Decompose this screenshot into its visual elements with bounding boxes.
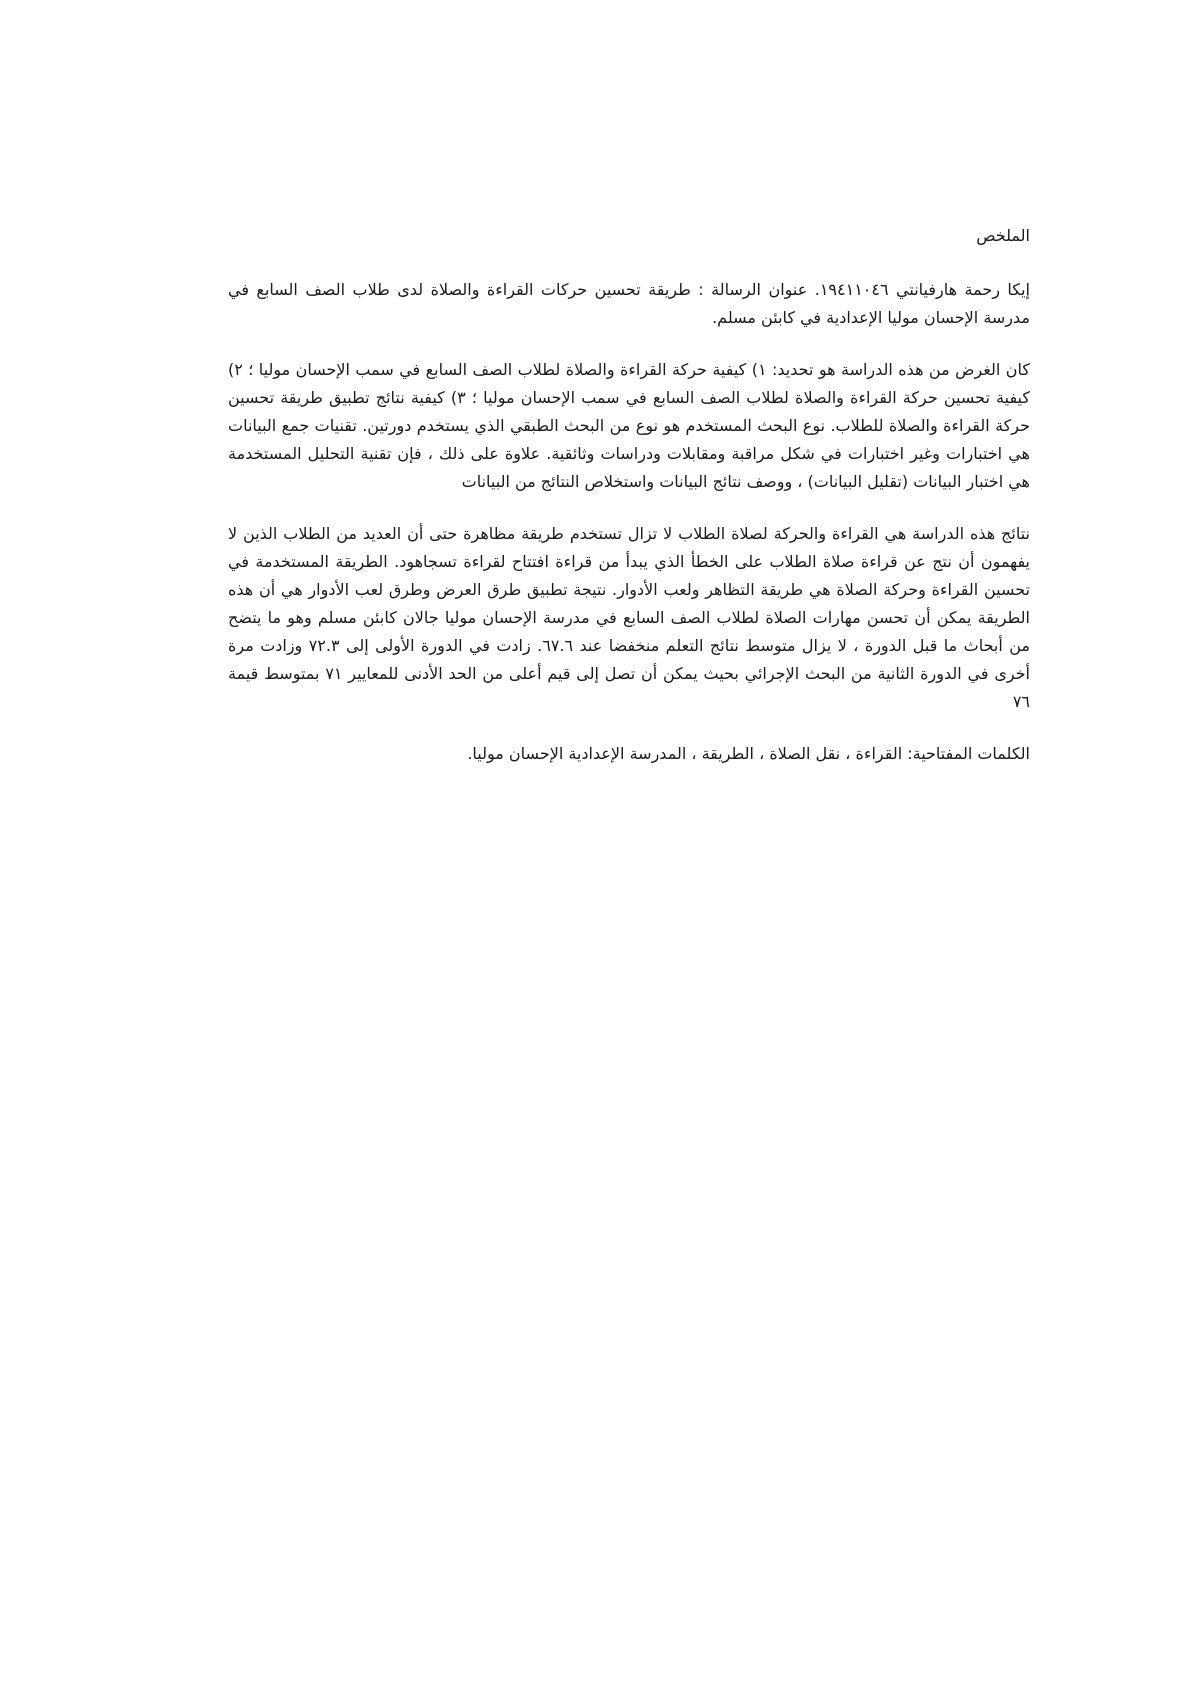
abstract-paragraph-results: نتائج هذه الدراسة هي القراءة والحركة لصلاة الطلاب لا تزال تستخدم طريقة مظاهرة حتى أن العديد من الطلاب الذين لا يفهمون أن نتج عن قراءة صلاة الطلاب على الخطأ الذي يبدأ من قراءة افتتاح لقراءة تسجاهود. الطريقة المستخدمة في تحسين القراءة وحركة الصلاة هي طريقة التظاهر ولعب الأدوار. نتيجة تطبيق طرق العرض وطرق لعب الأدوار هي أن هذه الطريقة يمكن أن تحسن مهارات الصلاة لطلاب الصف السابع في مدرسة الإحسان موليا جالان كابئن مسلم وهو ما يتضح من أبحاث ما قبل الدورة ، لا يزال متوسط نتائج التعلم منخفضا عند ٦٧.٦. زادت في الدورة الأولى إلى ٧٢.٣ وزادت مرة أخرى في الدورة الثانية من البحث الإجرائي بحيث يمكن أن تصل إلى قيم أعلى من الحد الأدنى للمعايير ٧١ بمتوسط قيمة ٧٦ [228,524,1031,711]
abstract-paragraph-purpose-method: كان الغرض من هذه الدراسة هو تحديد: ١) كيفية حركة القراءة والصلاة لطلاب الصف السابع في سمب الإحسان موليا ؛ ٢) كيفية تحسين حركة القراءة والصلاة لطلاب الصف السابع في سمب الإحسان موليا ؛ ٣) كيفية نتائج تطبيق طريقة تحسين حركة القراءة والصلاة للطلاب. نوع البحث المستخدم هو نوع من البحث الطبقي الذي يستخدم دورتين. تقنيات جمع البيانات هي اختبارات وغير اختبارات في شكل مراقبة ومقابلات ودراسات وثائقية. علاوة على ذلك ، فإن تقنية التحليل المستخدمة هي اختبار البيانات (تقليل البيانات) ، ووصف نتائج البيانات واستخلاص النتائج من البيانات [228,360,1030,491]
abstract-paragraph-author-title: إيكا رحمة هارفيانتي ١٩٤١١٠٤٦. عنوان الرسالة : طريقة تحسين حركات القراءة والصلاة لدى طلاب الصف السابع في مدرسة الإحسان موليا الإعدادية في كابئن مسلم. [228,280,1030,327]
abstract-keywords: الكلمات المفتاحية: القراءة ، نقل الصلاة ، الطريقة ، المدرسة الإعدادية الإحسان موليا. [467,744,1030,763]
abstract-heading: الملخص [976,226,1030,245]
abstract-content [228,222,1030,768]
